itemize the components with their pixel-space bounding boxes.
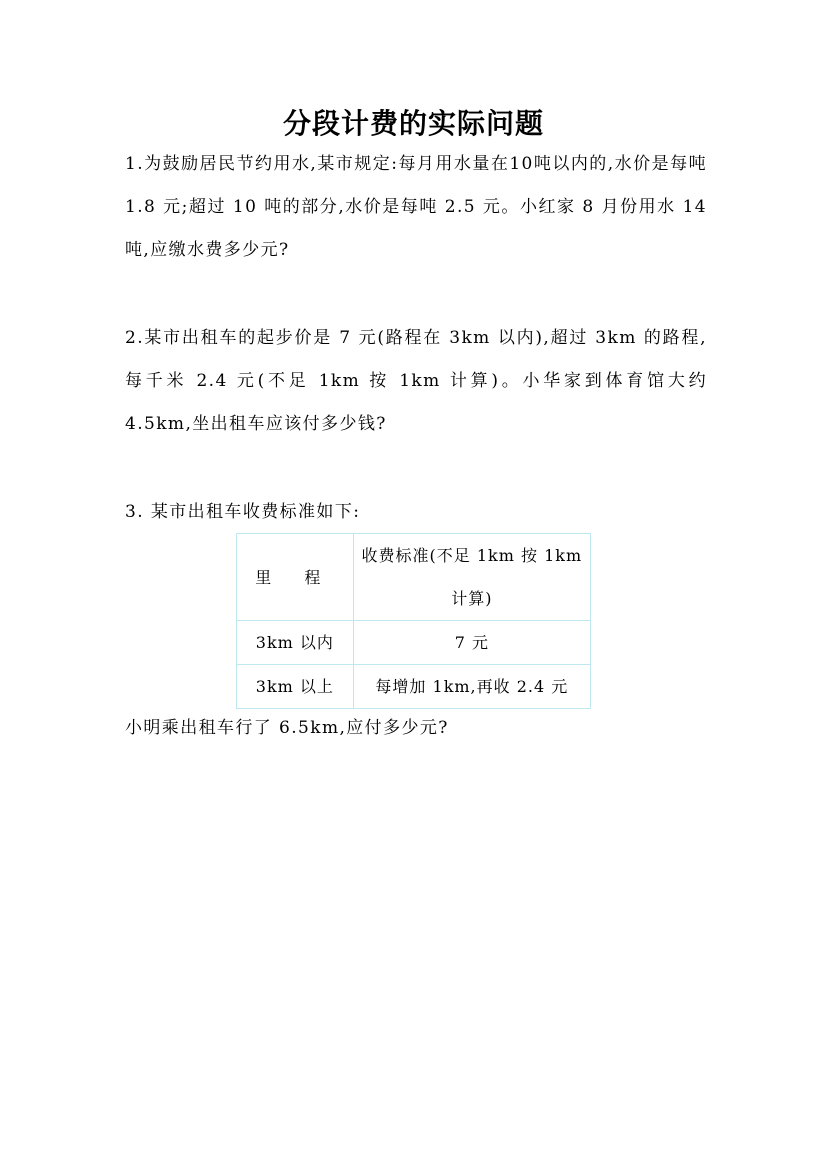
table-cell-distance: 3km 以上 (237, 665, 354, 709)
question-2: 2.某市出租车的起步价是 7 元(路程在 3km 以内),超过 3km 的路程,每千米 2.4 元(不足 1km 按 1km 计算)。小华家到体育馆大约 4.5km,坐出租车应该付多少钱? (125, 328, 707, 434)
question-3-follow-up: 小明乘出租车行了 6.5km,应付多少元? (125, 718, 449, 738)
table-row (237, 621, 591, 665)
page-title: 分段计费的实际问题 (282, 107, 544, 140)
table-header-fee: 收费标准(不足 1km 按 1km 计算) (353, 534, 590, 621)
table-header-row (237, 534, 591, 621)
table-cell-distance: 3km 以内 (237, 621, 354, 665)
table-row (237, 665, 591, 709)
question-1: 1.为鼓励居民节约用水,某市规定:每月用水量在10吨以内的,水价是每吨 1.8 元;超过 10 吨的部分,水价是每吨 2.5 元。小红家 8 月份用水 14 吨,应缴水费多少元? (125, 154, 707, 260)
table-header-distance: 里 程 (237, 534, 354, 621)
table-cell-fee: 7 元 (353, 621, 590, 665)
table-cell-fee: 每增加 1km,再收 2.4 元 (353, 665, 590, 709)
question-3-intro: 3. 某市出租车收费标准如下: (125, 502, 361, 522)
fee-standard-table (236, 533, 591, 709)
